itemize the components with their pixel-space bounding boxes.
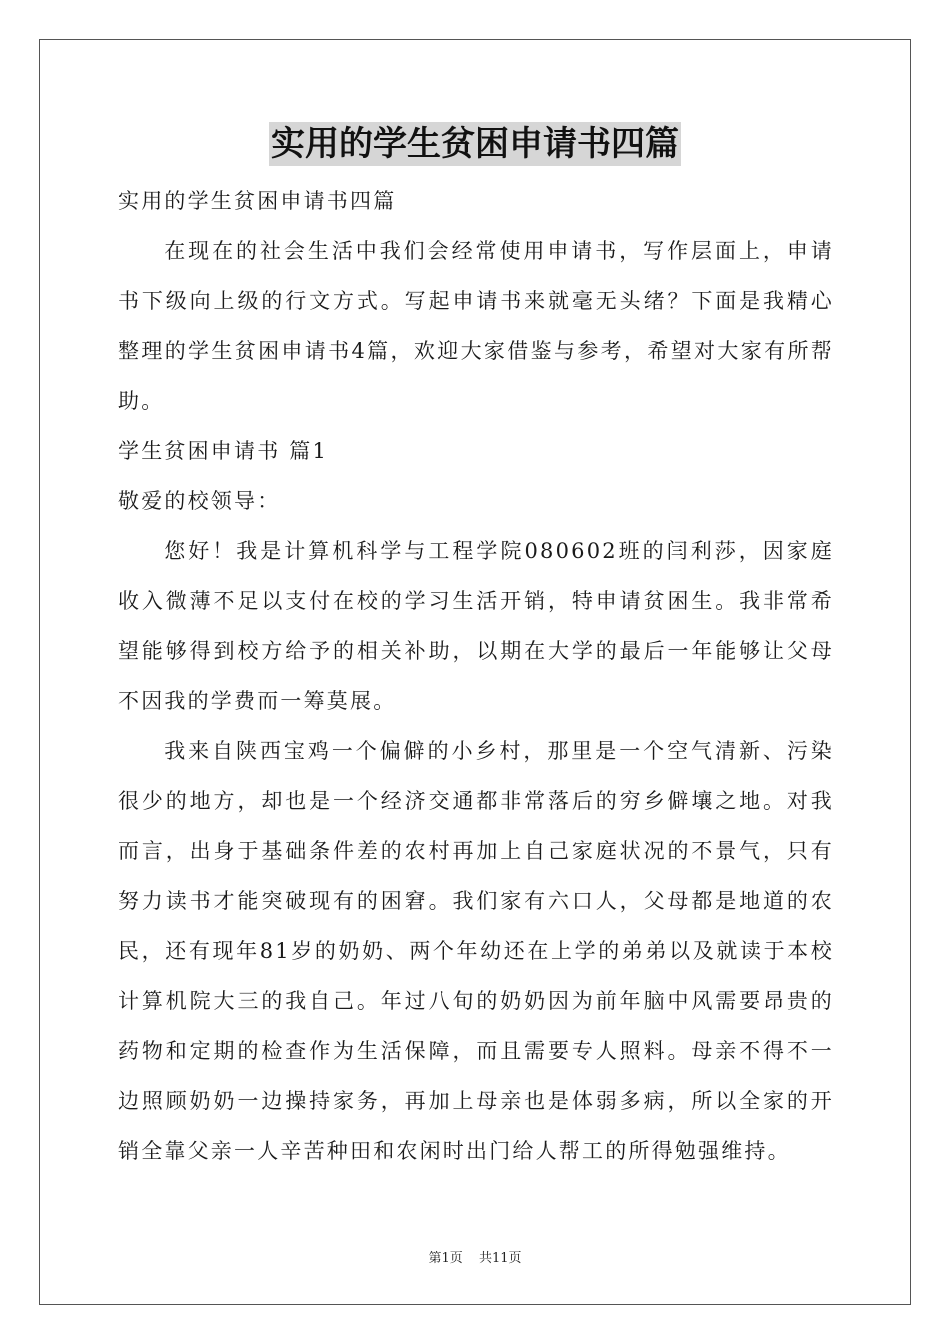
- body-paragraph: 我来自陕西宝鸡一个偏僻的小乡村，那里是一个空气清新、污染很少的地方，却也是一个经济交通都非常落后的穷乡僻壤之地。对我而言，出身于基础条件差的农村再加上自己家庭状况的不景气，只有努力读书才能突破现有的困窘。我们家有六口人，父母都是地道的农民，还有现年81岁的奶奶、两个年幼还在上学的弟弟以及就读于本校计算机院大三的我自己。年过八旬的奶奶因为前年脑中风需要昂贵的药物和定期的检查作为生活保障，而且需要专人照料。母亲不得不一边照顾奶奶一边操持家务，再加上母亲也是体弱多病，所以全家的开销全靠父亲一人辛苦种田和农闲时出门给人帮工的所得勉强维持。: [118, 739, 834, 1163]
- page-total: 共11页: [478, 1251, 522, 1266]
- body-paragraph: 您好！我是计算机科学与工程学院080602班的闫利莎，因家庭收入微薄不足以支付在校的学习生活开销，特申请贫困生。我非常希望能够得到校方给予的相关补助，以期在大学的最后一年能够让父母不因我的学费而一筹莫展。: [118, 539, 834, 713]
- page-footer: [0, 1247, 950, 1266]
- section-heading: 学生贫困申请书 篇1: [118, 439, 329, 463]
- document-body: [118, 176, 834, 1176]
- document-title: 实用的学生贫困申请书四篇: [271, 124, 679, 164]
- intro-paragraph: 在现在的社会生活中我们会经常使用申请书，写作层面上，申请书下级向上级的行文方式。写起申请书来就毫无头绪？下面是我精心整理的学生贫困申请书4篇，欢迎大家借鉴与参考，希望对大家有所帮助。: [118, 239, 834, 413]
- page-number: 第1页: [428, 1251, 463, 1266]
- subtitle-paragraph: 实用的学生贫困申请书四篇: [118, 189, 397, 213]
- title-container: [0, 122, 950, 166]
- salutation: 敬爱的校领导：: [118, 489, 281, 513]
